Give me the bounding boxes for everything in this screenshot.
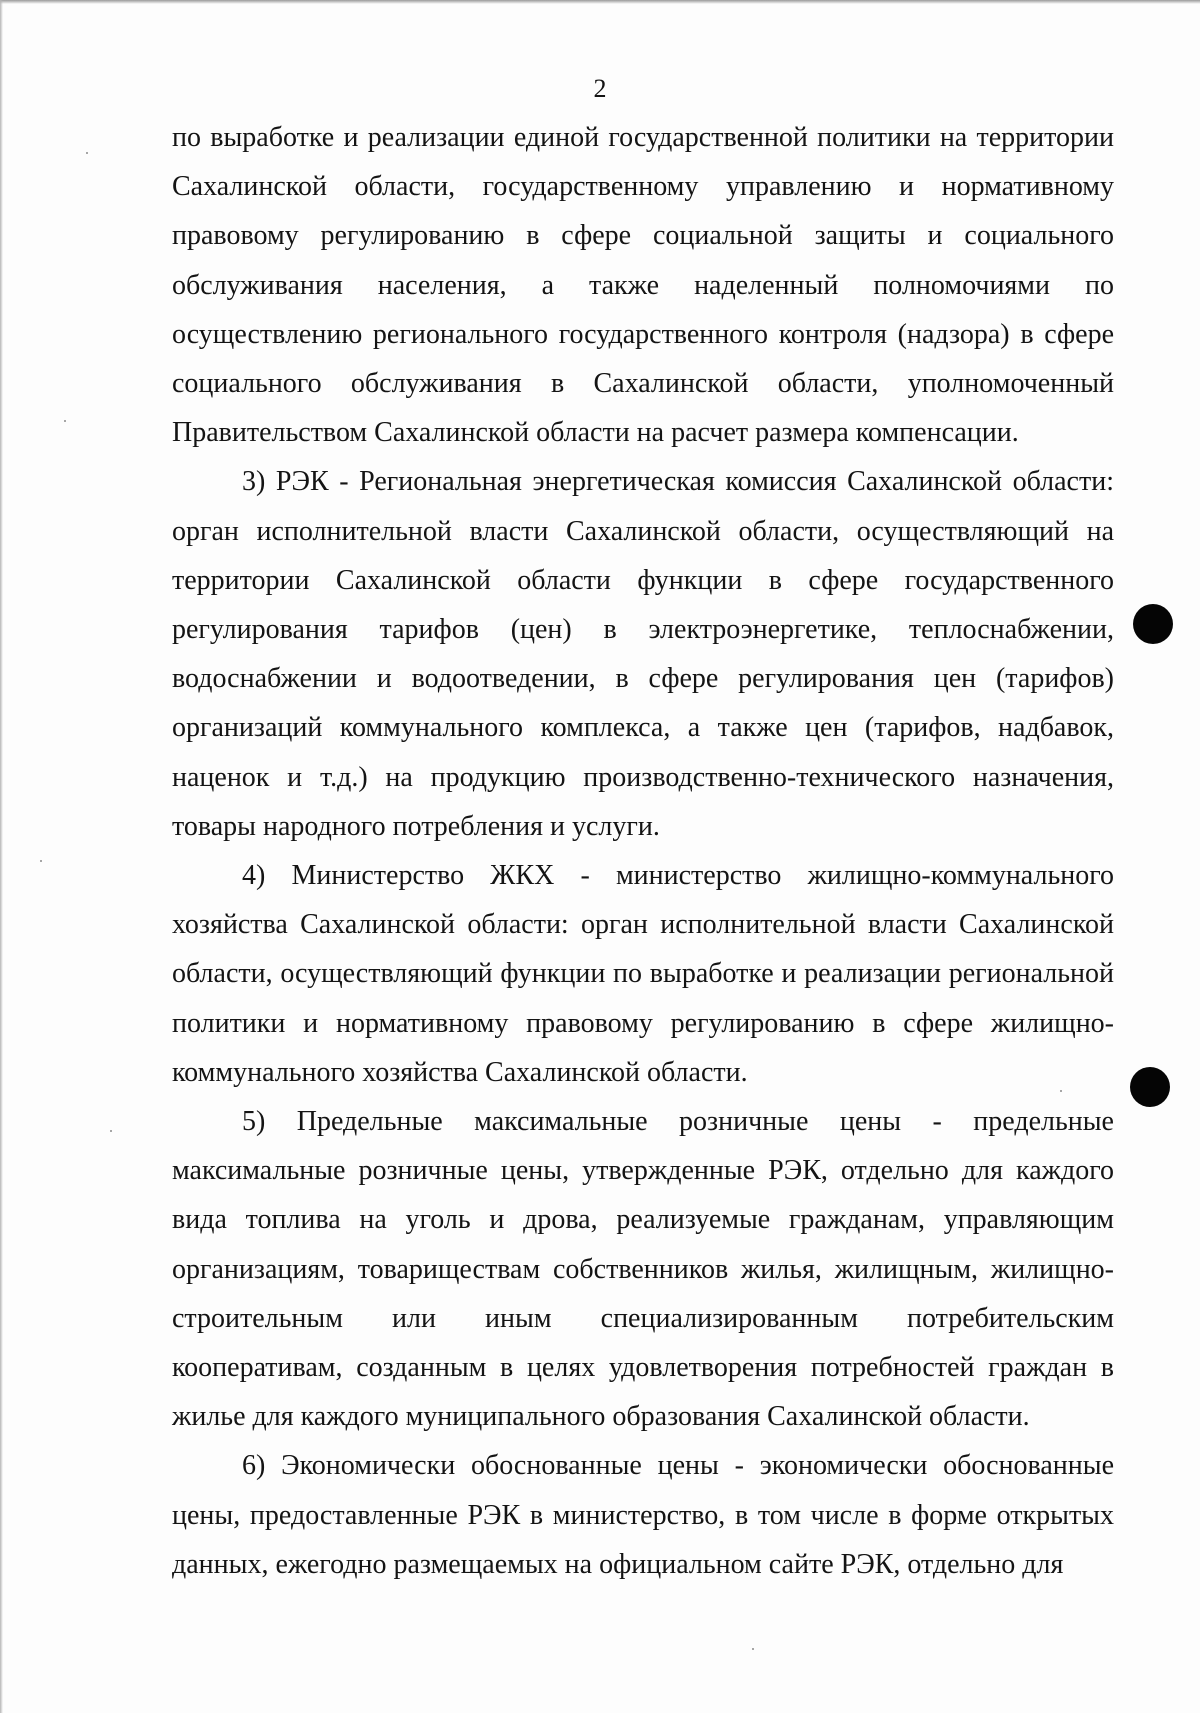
paragraph-item-3: 3) РЭК - Региональная энергетическая комиссия Сахалинской области: орган исполнительной власти Сахалинской области, осуществляющий на территории Сахалинской области функции в сфере государственного регулирования тарифов (цен) в электроэнергетике, теплоснабжении, водоснабжении и водоотведении, в сфере регулирования цен (тарифов) организаций коммунального комплекса, а также цен (тарифов, надбавок, наценок и т.д.) на продукцию производственно-технического назначения, товары народного потребления и услуги. (172, 466, 1114, 842)
paragraph-item-5: 5) Предельные максимальные розничные цены - предельные максимальные розничные цены, утвержденные РЭК, отдельно для каждого вида топлива на уголь и дрова, реализуемые гражданам, управляющим организациям, товариществам собственников жилья, жилищным, жилищно-строительным или иным специализированным потребительским кооперативам, созданным в целях удовлетворения потребностей граждан в жилье для каждого муниципального образования Сахалинской области. (172, 1106, 1114, 1433)
scan-speck (86, 152, 88, 154)
paragraph-continuation: по выработке и реализации единой государственной политики на территории Сахалинской области, государственному управлению и нормативному правовому регулированию в сфере социальной защиты и социального обслуживания населения, а также наделенный полномочиями по осуществлению регионального государственного контроля (надзора) в сфере социального обслуживания в Сахалинской области, уполномоченный Правительством Сахалинской области на расчет размера компенсации. (172, 122, 1114, 449)
scan-edge-top (0, 0, 1200, 4)
scan-speck (752, 1648, 754, 1650)
scan-edge-left (0, 0, 3, 1713)
scan-speck (110, 1130, 112, 1132)
document-body (172, 113, 1114, 1589)
paragraph-item-6: 6) Экономически обоснованные цены - экономически обоснованные цены, предоставленные РЭК в министерство, в том числе в форме открытых данных, ежегодно размещаемых на официальном сайте РЭК, отдельно для (172, 1450, 1114, 1580)
page-number: 2 (593, 74, 607, 103)
punch-hole-upper (1133, 604, 1173, 644)
scan-speck (1060, 1090, 1062, 1092)
scan-speck (64, 420, 66, 422)
paragraph-item-4: 4) Министерство ЖКХ - министерство жилищно-коммунального хозяйства Сахалинской области: орган исполнительной власти Сахалинской области, осуществляющий функции по выработке и реализации региональной политики и нормативному правовому регулированию в сфере жилищно-коммунального хозяйства Сахалинской области. (172, 860, 1114, 1088)
scan-speck (40, 860, 42, 862)
punch-hole-lower (1130, 1067, 1170, 1107)
